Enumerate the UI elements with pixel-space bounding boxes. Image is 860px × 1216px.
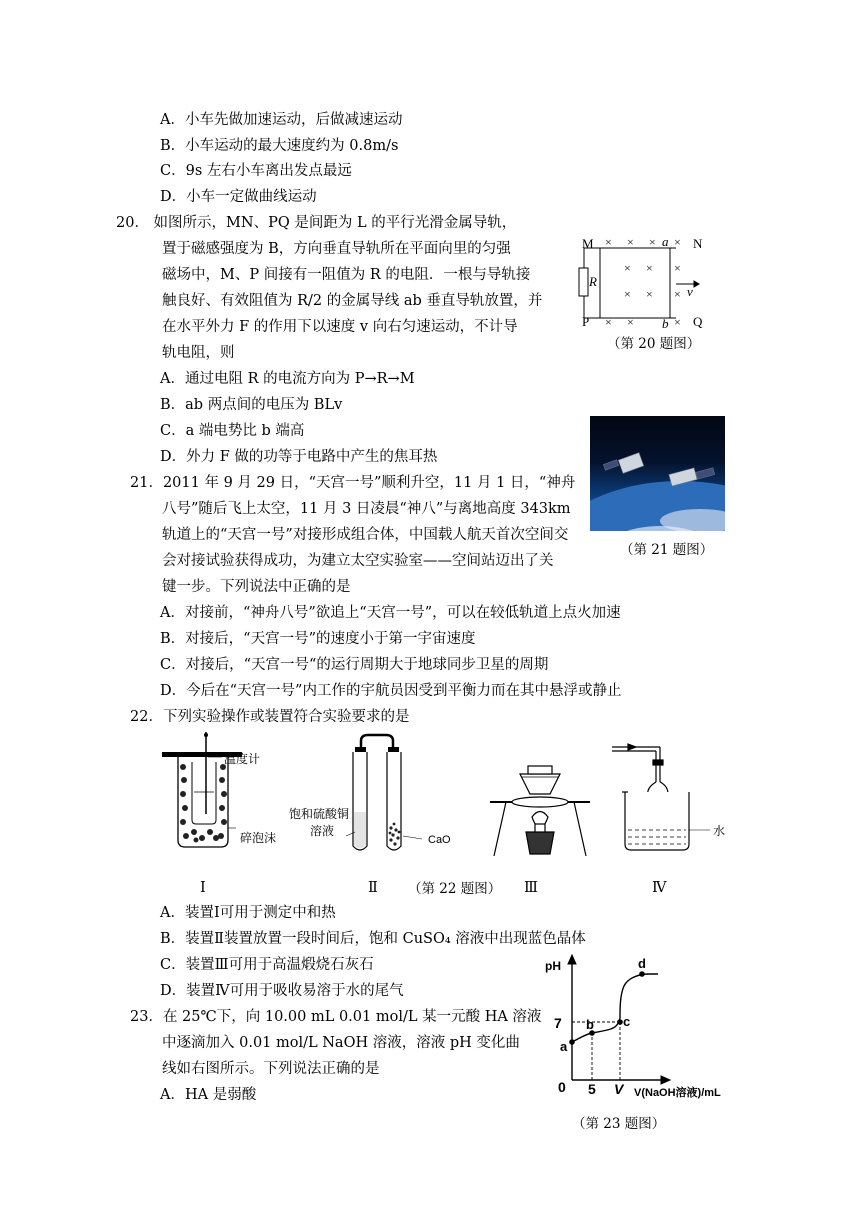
label-r: R [589,274,597,289]
label-thermometer: 温度计 [224,752,261,766]
svg-text:×: × [627,235,634,249]
graph-x-label: V(NaOH溶液)/mL [634,1087,721,1099]
q22-option-b: B．装置Ⅱ装置放置一段时间后，饱和 CuSO₄ 溶液中出现蓝色晶体 [160,931,586,947]
label-point-c: c [623,1014,631,1029]
svg-text:×: × [674,315,681,329]
apparatus-3 [490,766,590,856]
point-a [569,1039,575,1045]
apparatus-1 [162,732,242,847]
apparatus-numeral-4: Ⅳ [652,880,667,896]
graph-tick-7: 7 [554,1015,562,1031]
graph-origin: 0 [558,1079,566,1095]
label-cao: CaO [428,834,451,846]
q20-stem-line-3: 磁场中，M、P 间接有一阻值为 R 的电阻．一根与导轨接 [162,267,531,283]
svg-text:×: × [649,235,656,249]
label-point-a: a [560,1039,568,1054]
q21-stem-line-3: 轨道上的“天宫一号”对接形成组合体，中国载人航天首次空间交 [162,527,569,543]
label-cuso4-line1: 饱和硫酸铜 [289,807,350,821]
label-b: b [662,316,669,331]
svg-text:×: × [674,287,681,301]
label-water: 水 [713,824,726,838]
q20-stem-line-2: 置于磁感强度为 B，方向垂直导轨所在平面向里的匀强 [162,241,511,257]
q21-option-b: B．对接后，“天宫一号”的速度小于第一宇宙速度 [160,631,476,647]
svg-text:×: × [674,235,681,249]
q20-option-c: C．a 端电势比 b 端高 [160,423,305,439]
label-a: a [662,234,669,249]
q23-stem-line-2: 中逐滴加入 0.01 mol/L NaOH 溶液，溶液 pH 变化曲 [162,1035,520,1051]
label-n: N [693,236,703,251]
q19-option-b: B．小车运动的最大速度约为 0.8m/s [160,138,399,154]
label-m: M [582,236,594,251]
svg-text:×: × [605,235,612,249]
q21-caption: （第 21 题图） [620,542,714,558]
q20-stem-line-6: 轨电阻，则 [162,345,235,361]
q21-spacecraft-photo [590,416,725,531]
apparatus-4 [612,744,710,850]
q20-option-b: B．ab 两点间的电压为 BLv [160,397,343,413]
q23-caption: （第 23 题图） [572,1116,666,1132]
q21-option-a: A．对接前，“神舟八号”欲追上“天宫一号”，可以在较低轨道上点火加速 [160,605,621,621]
q20-stem-line-5: 在水平外力 F 的作用下以速度 v 向右匀速运动，不计导 [162,319,518,335]
label-cuso4-line2: 溶液 [310,824,335,838]
q20-circuit-figure [572,230,722,338]
svg-text:×: × [605,315,612,329]
apparatus-numeral-2: Ⅱ [368,880,378,896]
q19-option-d: D．小车一定做曲线运动 [160,189,317,205]
q22-apparatus-figure [150,732,730,862]
svg-text:×: × [646,261,653,275]
apparatus-numeral-1: Ⅰ [200,880,206,896]
apparatus-2 [346,735,422,850]
q22-option-c: C．装置Ⅲ可用于高温煅烧石灰石 [160,957,374,973]
q20-option-d: D．外力 F 做的功等于电路中产生的焦耳热 [160,449,438,465]
label-p: P [582,314,590,329]
point-c [617,1019,623,1025]
q19-option-c: C．9s 左右小车离出发点最远 [160,163,352,179]
label-point-b: b [586,1017,594,1032]
point-d [639,971,645,977]
q22-option-d: D．装置Ⅳ可用于吸收易溶于水的尾气 [160,983,404,999]
graph-tick-5: 5 [588,1081,596,1097]
apparatus-numeral-3: Ⅲ [524,880,538,896]
q21-option-c: C．对接后，“天宫一号“的运行周期大于地球同步卫星的周期 [160,657,549,673]
q21-stem-line-2: 八号”随后飞上太空，11 月 3 日凌晨“神八”与离地高度 343km [162,501,571,517]
q23-stem-line-3: 线如右图所示。下列说法正确的是 [162,1061,380,1077]
q20-stem-line-4: 触良好、有效阻值为 R/2 的金属导线 ab 垂直导轨放置，并 [162,293,543,309]
label-q: Q [693,314,703,329]
q23-option-a: A．HA 是弱酸 [160,1087,257,1103]
label-point-d: d [638,956,646,971]
label-foam: 碎泡沫 [240,831,277,845]
svg-text:×: × [624,261,631,275]
q23-stem-line-1: 23．在 25℃下，向 10.00 mL 0.01 mol/L 某一元酸 HA 溶液 [130,1009,542,1025]
svg-text:×: × [674,261,681,275]
q20-caption: （第 20 题图） [607,336,701,352]
graph-tick-v: V [614,1081,624,1097]
q22-caption: （第 22 题图） [408,881,502,897]
q20-option-a: A．通过电阻 R 的电流方向为 P→R→M [160,371,415,387]
q21-option-d: D．今后在“天宫一号”内工作的宇航员因受到平衡力而在其中悬浮或静止 [160,683,622,699]
label-v: v [687,284,693,299]
svg-text:×: × [624,287,631,301]
svg-text:×: × [646,287,653,301]
q20-stem-line-1: 20． 如图所示，MN、PQ 是间距为 L 的平行光滑金属导轨， [116,215,517,231]
q22-option-a: A．装置Ⅰ可用于测定中和热 [160,905,336,921]
q22-stem: 22．下列实验操作或装置符合实验要求的是 [130,709,410,725]
q21-stem-line-4: 会对接试验获得成功，为建立太空实验室——空间站迈出了关 [162,553,554,569]
q21-stem-line-1: 21．2011 年 9 月 29 日，“天宫一号”顺利升空，11 月 1 日，“神舟 [130,475,576,491]
q19-option-a: A．小车先做加速运动，后做减速运动 [160,112,403,128]
graph-y-label: pH [545,959,561,973]
q21-stem-line-5: 键一步。下列说法中正确的是 [162,579,351,595]
svg-text:×: × [627,315,634,329]
q23-ph-curve-figure [530,950,745,1110]
